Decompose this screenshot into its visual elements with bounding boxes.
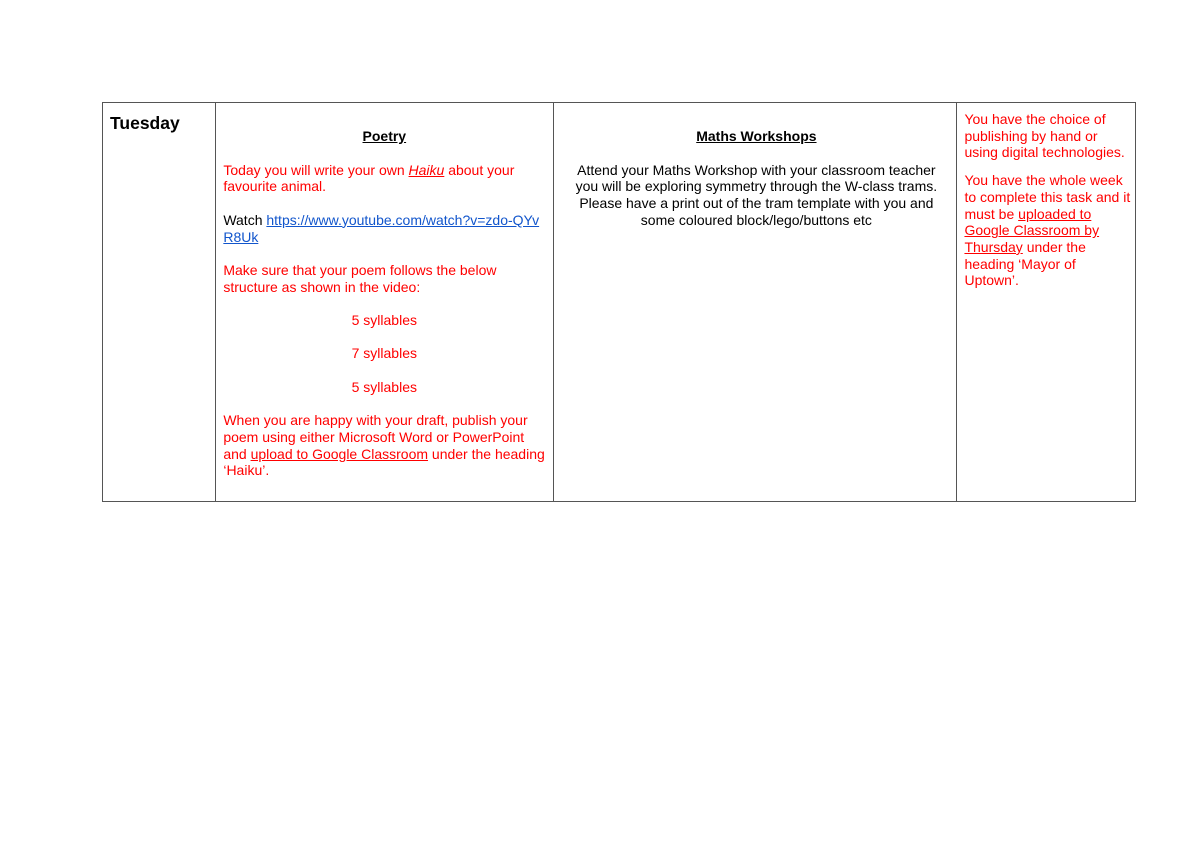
youtube-link[interactable]: https://www.youtube.com/watch?v=zdo-QYvR8Uk	[223, 211, 540, 245]
poetry-heading: Poetry	[362, 128, 407, 144]
upload-deadline-link[interactable]: uploaded to Google Classroom by Thursday	[964, 205, 1100, 255]
poetry-cell	[216, 103, 554, 502]
haiku-term: Haiku	[408, 161, 445, 178]
deadline-before: You have the whole week to complete this task and it must be	[964, 172, 1131, 222]
publish-after: under the heading ‘Haiku’.	[223, 445, 545, 479]
publish-instruction	[223, 412, 545, 479]
publishing-choice-note: You have the choice of publishing by hand or using digital technologies.	[964, 111, 1125, 161]
publish-before: When you are happy with your draft, publish your poem using either Microsoft Word or PowerPoint and	[223, 412, 528, 462]
table-row	[103, 103, 1136, 502]
day-cell	[103, 103, 216, 502]
maths-cell	[554, 103, 957, 502]
syllable-line-1: 5 syllables	[351, 311, 417, 328]
poetry-intro-after: about your favourite animal.	[223, 161, 515, 195]
poetry-intro	[223, 162, 545, 195]
notes-cell	[957, 103, 1136, 502]
structure-instruction: Make sure that your poem follows the below structure as shown in the video:	[223, 261, 497, 295]
upload-classroom-link[interactable]: upload to Google Classroom	[250, 445, 429, 462]
poetry-intro-before: Today you will write your own	[223, 161, 409, 178]
day-label: Tuesday	[110, 113, 180, 133]
maths-heading: Maths Workshops	[696, 128, 817, 144]
watch-label: Watch	[223, 211, 267, 228]
deadline-note	[964, 172, 1131, 289]
watch-line	[223, 212, 545, 245]
syllable-line-3: 5 syllables	[351, 378, 417, 395]
syllable-line-2: 7 syllables	[351, 345, 417, 362]
deadline-after: under the heading ‘Mayor of Uptown’.	[964, 238, 1086, 289]
maths-instructions: Attend your Maths Workshop with your classroom teacher you will be exploring symmetry through the W-class trams. Please have a print out of the tram template with you and some coloured block/lego/buttons etc	[575, 161, 938, 228]
lesson-plan-table	[102, 102, 1136, 502]
